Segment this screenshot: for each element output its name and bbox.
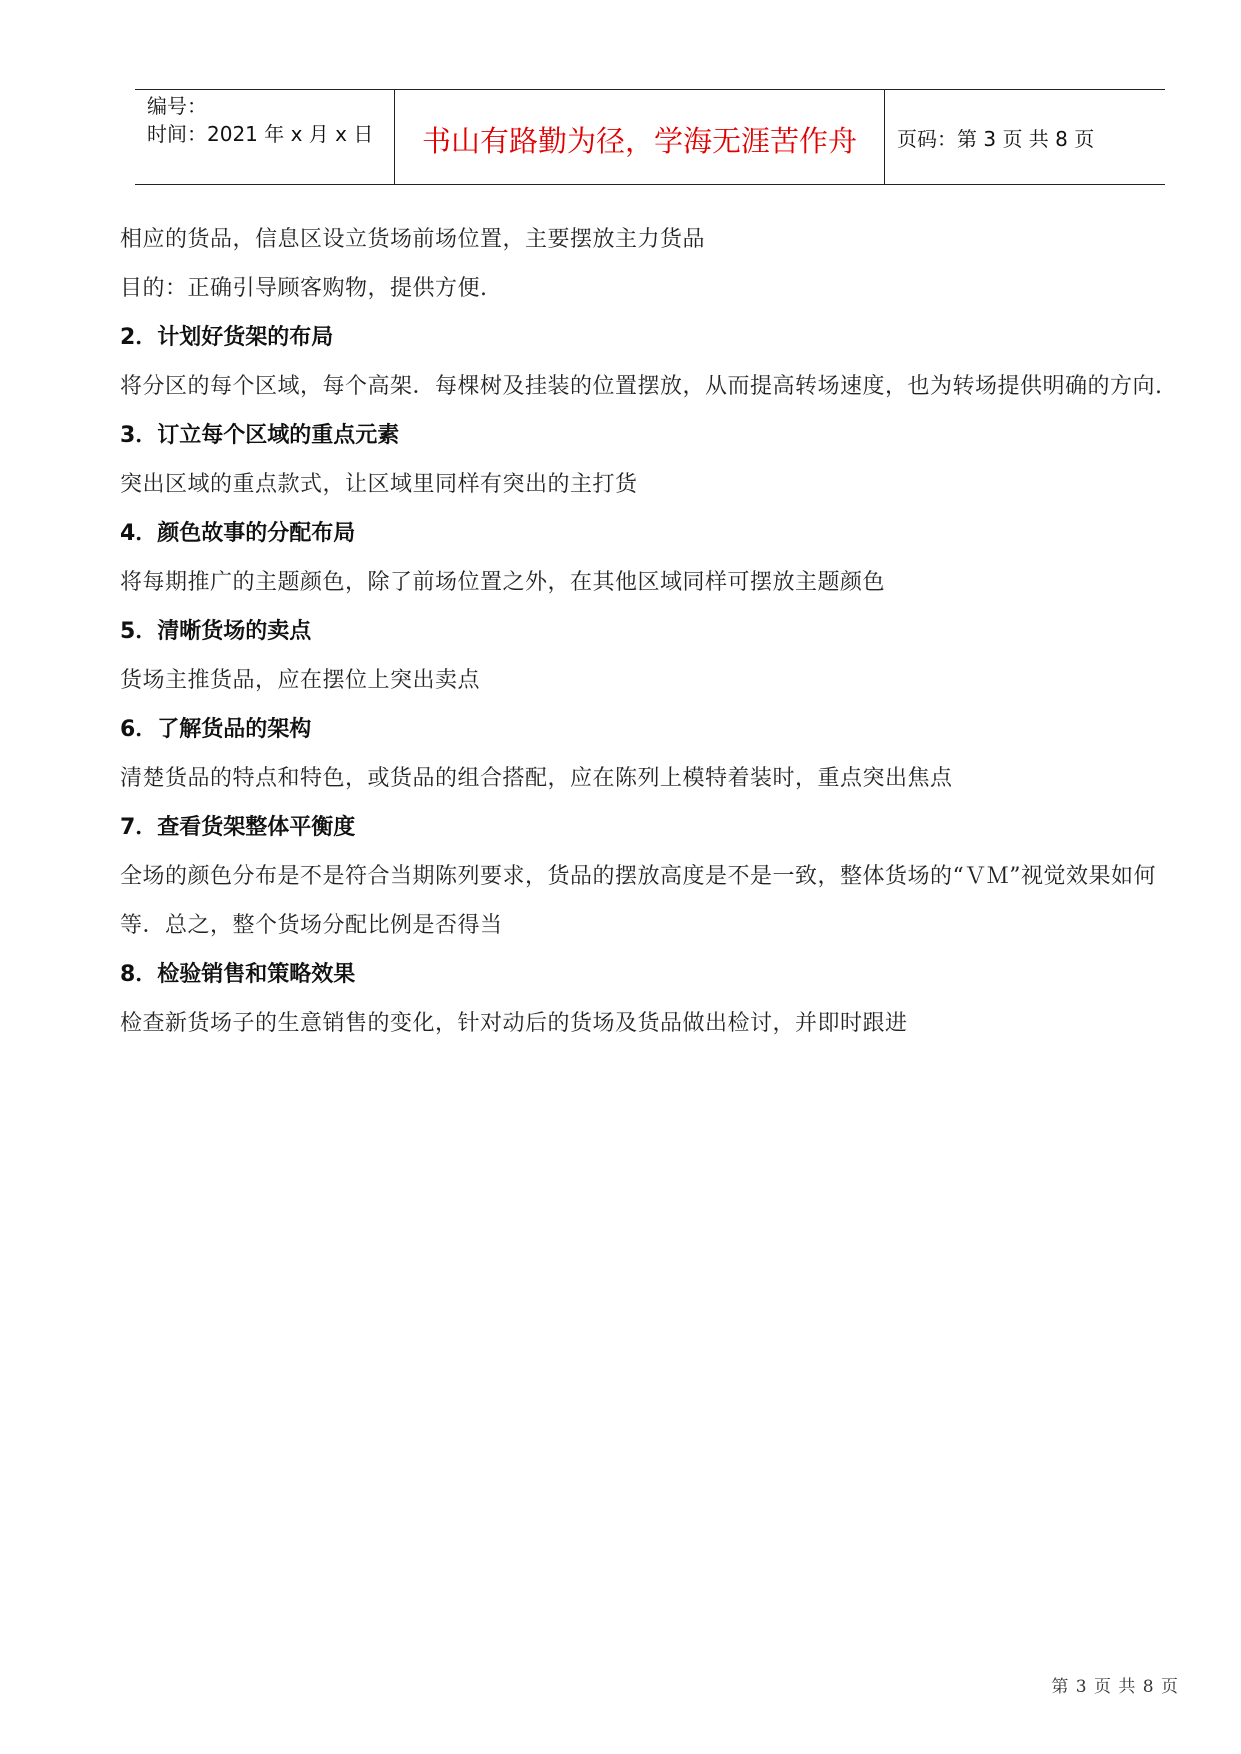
header-meta: [135, 90, 395, 184]
section-heading: 5．清晰货场的卖点: [120, 619, 312, 644]
section-heading: 2．计划好货架的布局: [120, 325, 334, 350]
page-header: [135, 89, 1165, 185]
paragraph: 将每期推广的主题颜色，除了前场位置之外，在其他区域同样可摆放主题颜色: [120, 570, 886, 595]
section-heading: 4．颜色故事的分配布局: [120, 521, 356, 546]
section-heading: 3．订立每个区域的重点元素: [120, 423, 400, 448]
paragraph: 检查新货场子的生意销售的变化，针对动后的货场及货品做出检讨，并即时跟进: [120, 1011, 908, 1036]
header-page-number: 页码：第 3 页 共 8 页: [897, 126, 1095, 151]
paragraph: 清楚货品的特点和特色，或货品的组合搭配，应在陈列上模特着装时，重点突出焦点: [120, 766, 953, 791]
section-heading: 8．检验销售和策略效果: [120, 962, 356, 987]
document-number-label: 编号：: [147, 94, 207, 118]
paragraph: 相应的货品，信息区设立货场前场位置，主要摆放主力货品: [120, 227, 706, 252]
paragraph: 货场主推货品，应在摆位上突出卖点: [120, 668, 481, 693]
section-heading: 6．了解货品的架构: [120, 717, 312, 742]
paragraph: 突出区域的重点款式，让区域里同样有突出的主打货: [120, 472, 638, 497]
header-motto: 书山有路勤为径，学海无涯苦作舟: [395, 90, 885, 184]
page-footer: 第 3 页 共 8 页: [1051, 1677, 1179, 1697]
document-date-label: 时间：2021 年 x 月 x 日: [147, 122, 374, 146]
document-body: [120, 215, 1180, 1048]
section-heading: 7．查看货架整体平衡度: [120, 815, 356, 840]
paragraph: 全场的颜色分布是不是符合当期陈列要求，货品的摆放高度是不是一致，整体货场的“ＶＭ”视觉效果如何等．总之，整个货场分配比例是否得当: [120, 864, 1156, 938]
paragraph: 目的：正确引导顾客购物，提供方便.: [120, 276, 488, 301]
paragraph: 将分区的每个区域，每个高架．每棵树及挂装的位置摆放，从而提高转场速度，也为转场提供明确的方向.: [120, 374, 1163, 399]
